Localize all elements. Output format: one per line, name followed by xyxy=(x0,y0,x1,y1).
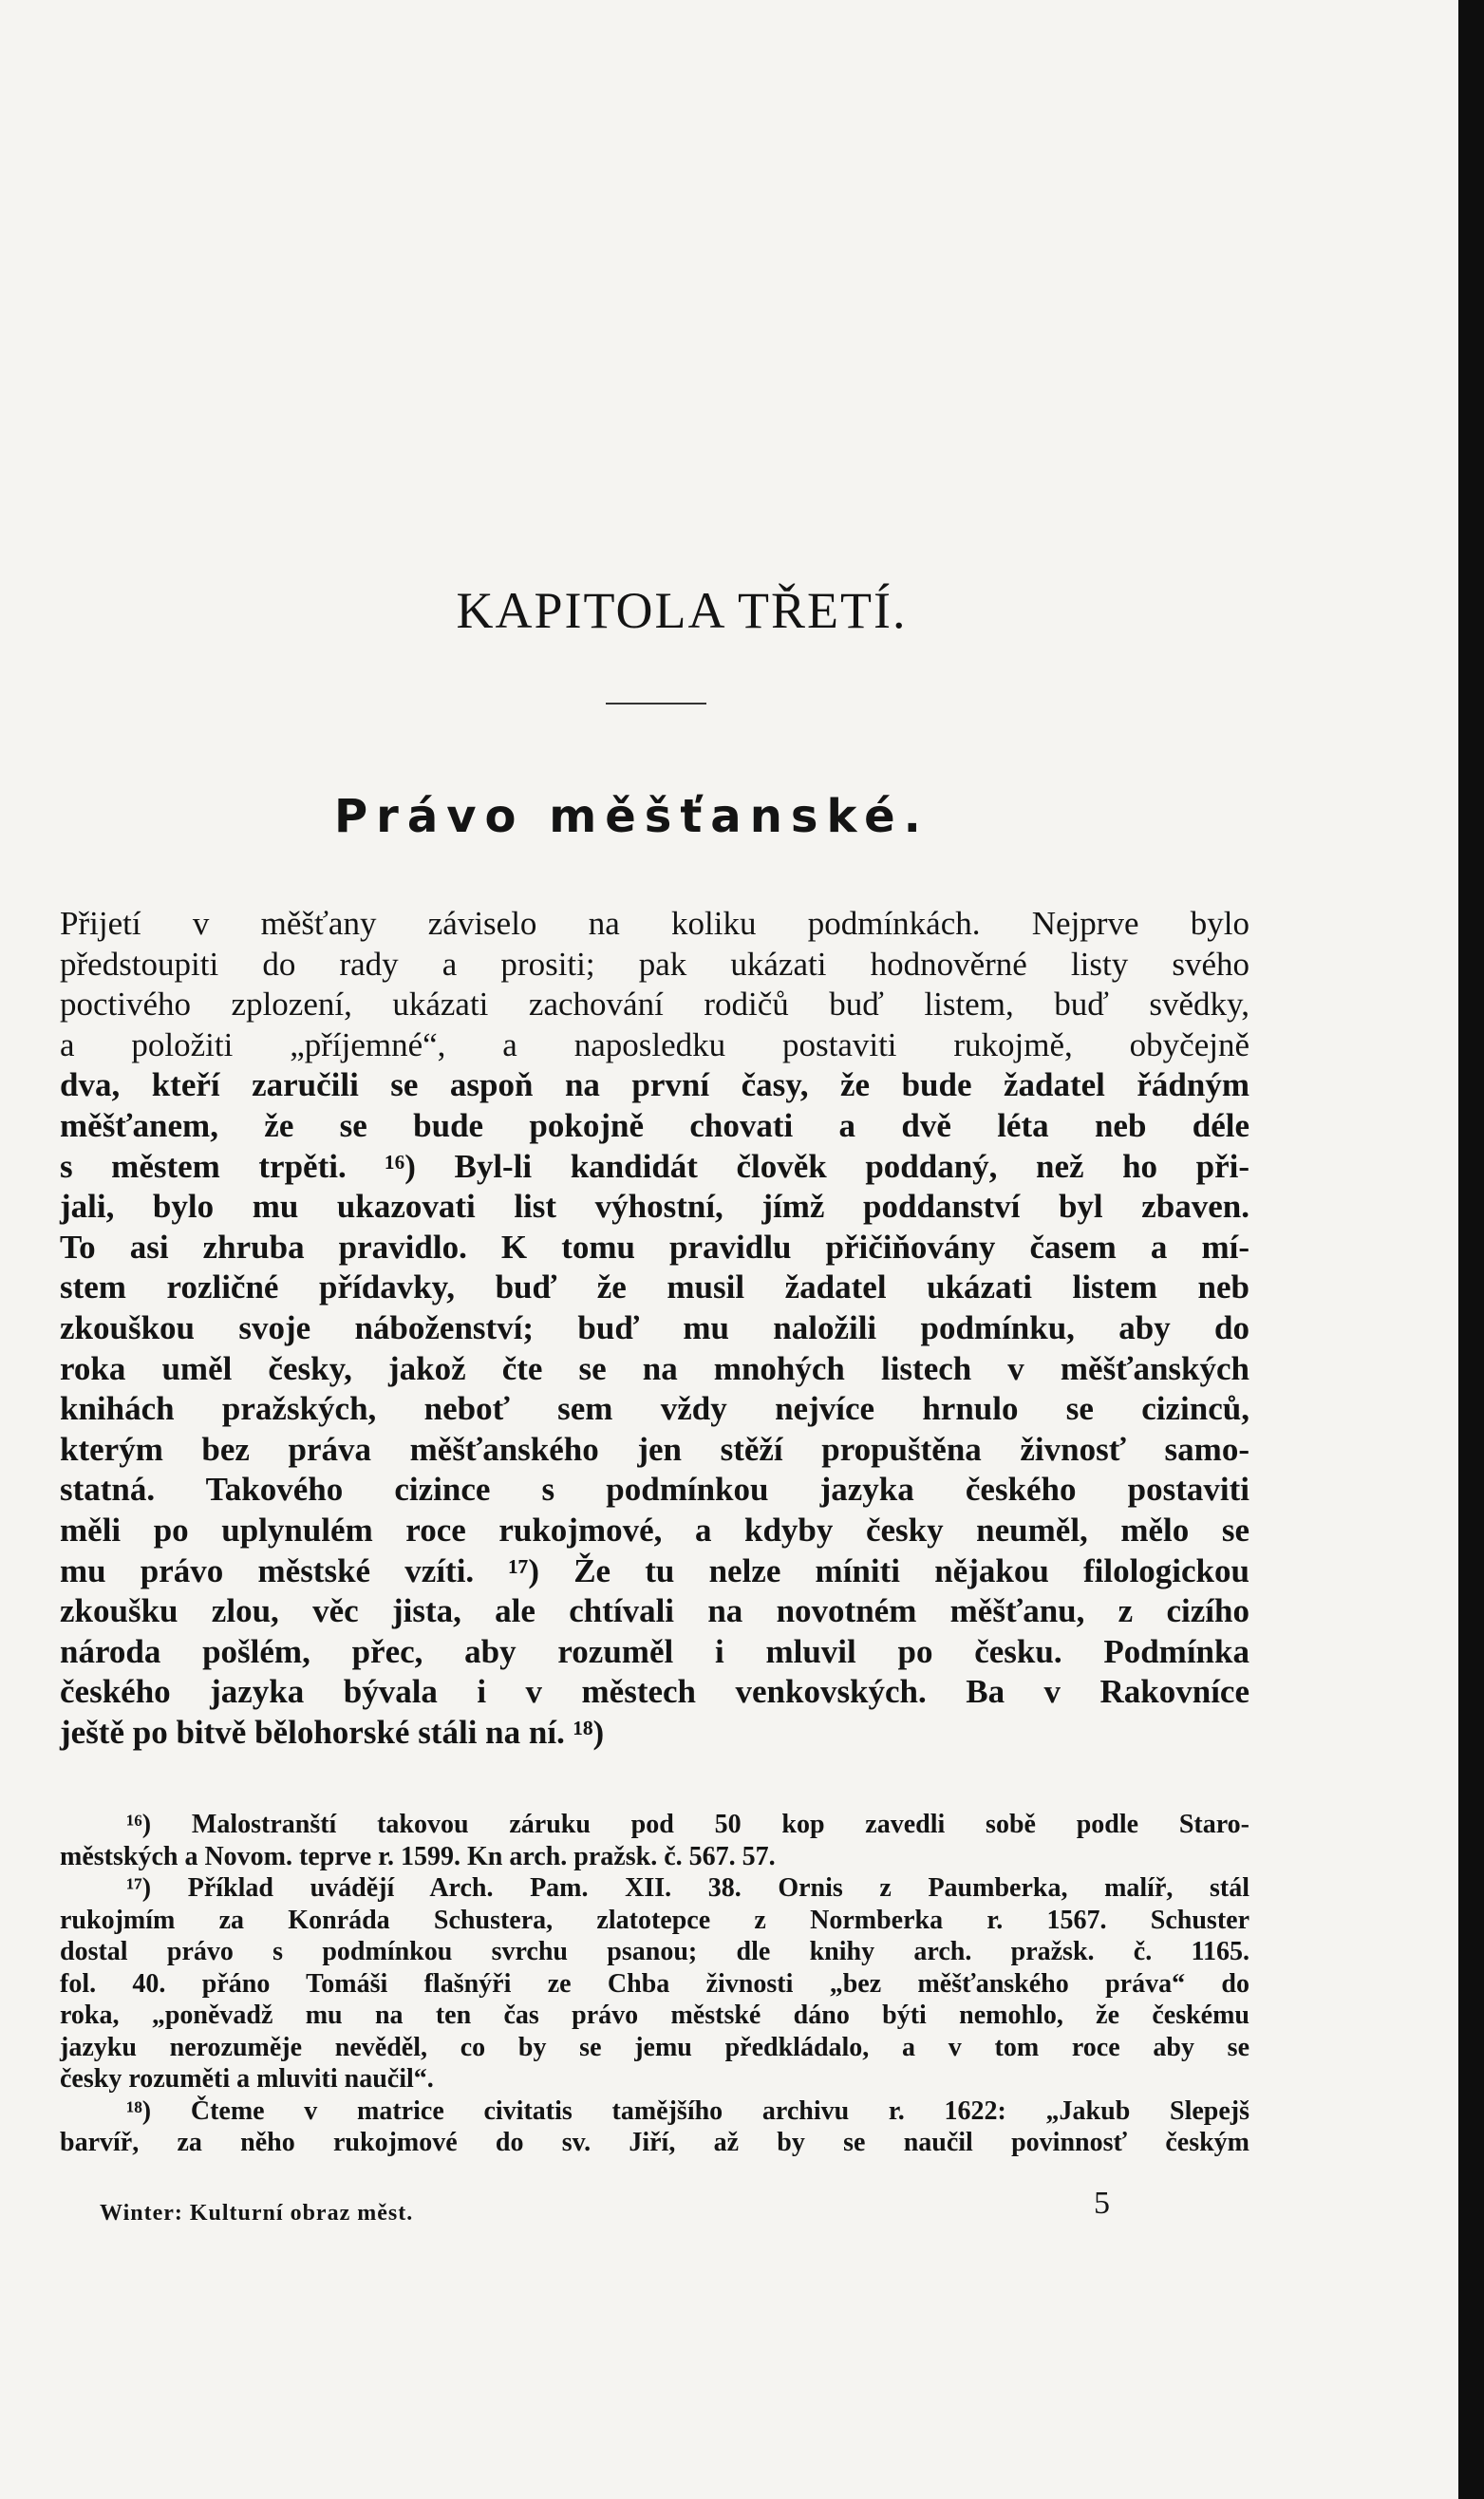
body-line: knihách pražských, neboť sem vždy nejvíce hrnulo se cizinců, xyxy=(60,1390,1249,1428)
body-line: ještě po bitvě bělohorské stáli na ní. ¹⁸) xyxy=(60,1713,605,1751)
chapter-heading: KAPITOLA TŘETÍ. xyxy=(456,582,908,639)
section-title: Právo měšťanské. xyxy=(334,790,930,843)
main-text xyxy=(60,904,1249,1753)
body-line: kterým bez práva měšťanského jen stěží propuštěna živnosť samo- xyxy=(60,1430,1249,1468)
body-line: zkoušku zlou, věc jista, ale chtívali na novotném měšťanu, z cizího xyxy=(60,1592,1249,1630)
footnote-line: ¹⁸) Čteme v matrice civitatis tamějšího archivu r. 1622: „Jakub Slepejš xyxy=(126,2095,1249,2126)
body-line: mu právo městské vzíti. ¹⁷) Že tu nelze míniti nějakou filologickou xyxy=(60,1551,1249,1589)
footnote-line: ¹⁷) Příklad uvádějí Arch. Pam. XII. 38. Ornis z Paumberka, malíř, stál xyxy=(126,1873,1249,1903)
body-line: roka uměl česky, jakož čte se na mnohých listech v měšťanských xyxy=(60,1349,1249,1387)
body-line: statná. Takového cizince s podmínkou jazyka českého postaviti xyxy=(60,1471,1249,1509)
footnote-line: roka, „poněvadž mu na ten čas právo městské dáno býti nemohlo, že českému xyxy=(60,2001,1249,2030)
body-line: českého jazyka bývala i v městech venkovských. Ba v Rakovníce xyxy=(60,1673,1249,1711)
body-line: národa pošlém, přec, aby rozuměl i mluvil po česku. Podmínka xyxy=(60,1632,1249,1670)
body-line: a položiti „příjemné“, a naposledku postaviti rukojmě, obyčejně xyxy=(60,1025,1249,1063)
footnote-line: dostal právo s podmínkou svrchu psanou; dle knihy arch. pražsk. č. 1165. xyxy=(60,1937,1249,1966)
running-title: Winter: Kulturní obraz měst. xyxy=(100,2201,414,2226)
scan-border xyxy=(1458,0,1484,2499)
footnotes xyxy=(60,1809,1249,2159)
footnote-line: městských a Novom. teprve r. 1599. Kn arch. pražsk. č. 567. 57. xyxy=(60,1841,776,1871)
body-line: To asi zhruba pravidlo. K tomu pravidlu přičiňovány časem a mí- xyxy=(60,1228,1249,1266)
footnote-line: česky rozuměti a mluviti naučil“. xyxy=(60,2064,434,2094)
body-line: poctivého zplození, ukázati zachování rodičů buď listem, buď svědky, xyxy=(60,986,1249,1024)
footnote-line: fol. 40. přáno Tomáši flašnýři ze Chba živnosti „bez měšťanského práva“ do xyxy=(60,1968,1249,1999)
body-line: dva, kteří zaručili se aspoň na první časy, že bude žadatel řádným xyxy=(60,1066,1249,1104)
footnote-line: ¹⁶) Malostranští takovou záruku pod 50 kop zavedli sobě podle Staro- xyxy=(126,1810,1249,1839)
body-line: zkouškou svoje náboženství; buď mu naložili podmínku, aby do xyxy=(60,1308,1249,1346)
body-line: stem rozličné přídavky, buď že musil žadatel ukázati listem neb xyxy=(60,1268,1249,1306)
footnote-line: rukojmím za Konráda Schustera, zlatotepce z Normberka r. 1567. Schuster xyxy=(60,1905,1249,1935)
body-line: předstoupiti do rady a prositi; pak ukázati hodnověrné listy svého xyxy=(60,945,1249,983)
body-line: jali, bylo mu ukazovati list výhostní, jímž poddanství byl zbaven. xyxy=(60,1188,1249,1226)
body-line: měli po uplynulém roce rukojmové, a kdyby česky neuměl, mělo se xyxy=(60,1511,1249,1549)
body-line: s městem trpěti. ¹⁶) Byl-li kandidát člověk poddaný, než ho při- xyxy=(60,1147,1249,1185)
footnote-line: jazyku nerozuměje nevěděl, co by se jemu předkládalo, a v tom roce aby se xyxy=(60,2032,1249,2062)
footnote-line: barvíř, za něho rukojmové do sv. Jiří, až by se naučil povinnosť českým xyxy=(60,2128,1249,2157)
heading-divider xyxy=(606,703,706,705)
body-line: Přijetí v měšťany záviselo na koliku podmínkách. Nejprve bylo xyxy=(60,905,1249,942)
body-line: měšťanem, že se bude pokojně chovati a dvě léta neb déle xyxy=(60,1106,1249,1144)
page-number: 5 xyxy=(1094,2186,1110,2221)
